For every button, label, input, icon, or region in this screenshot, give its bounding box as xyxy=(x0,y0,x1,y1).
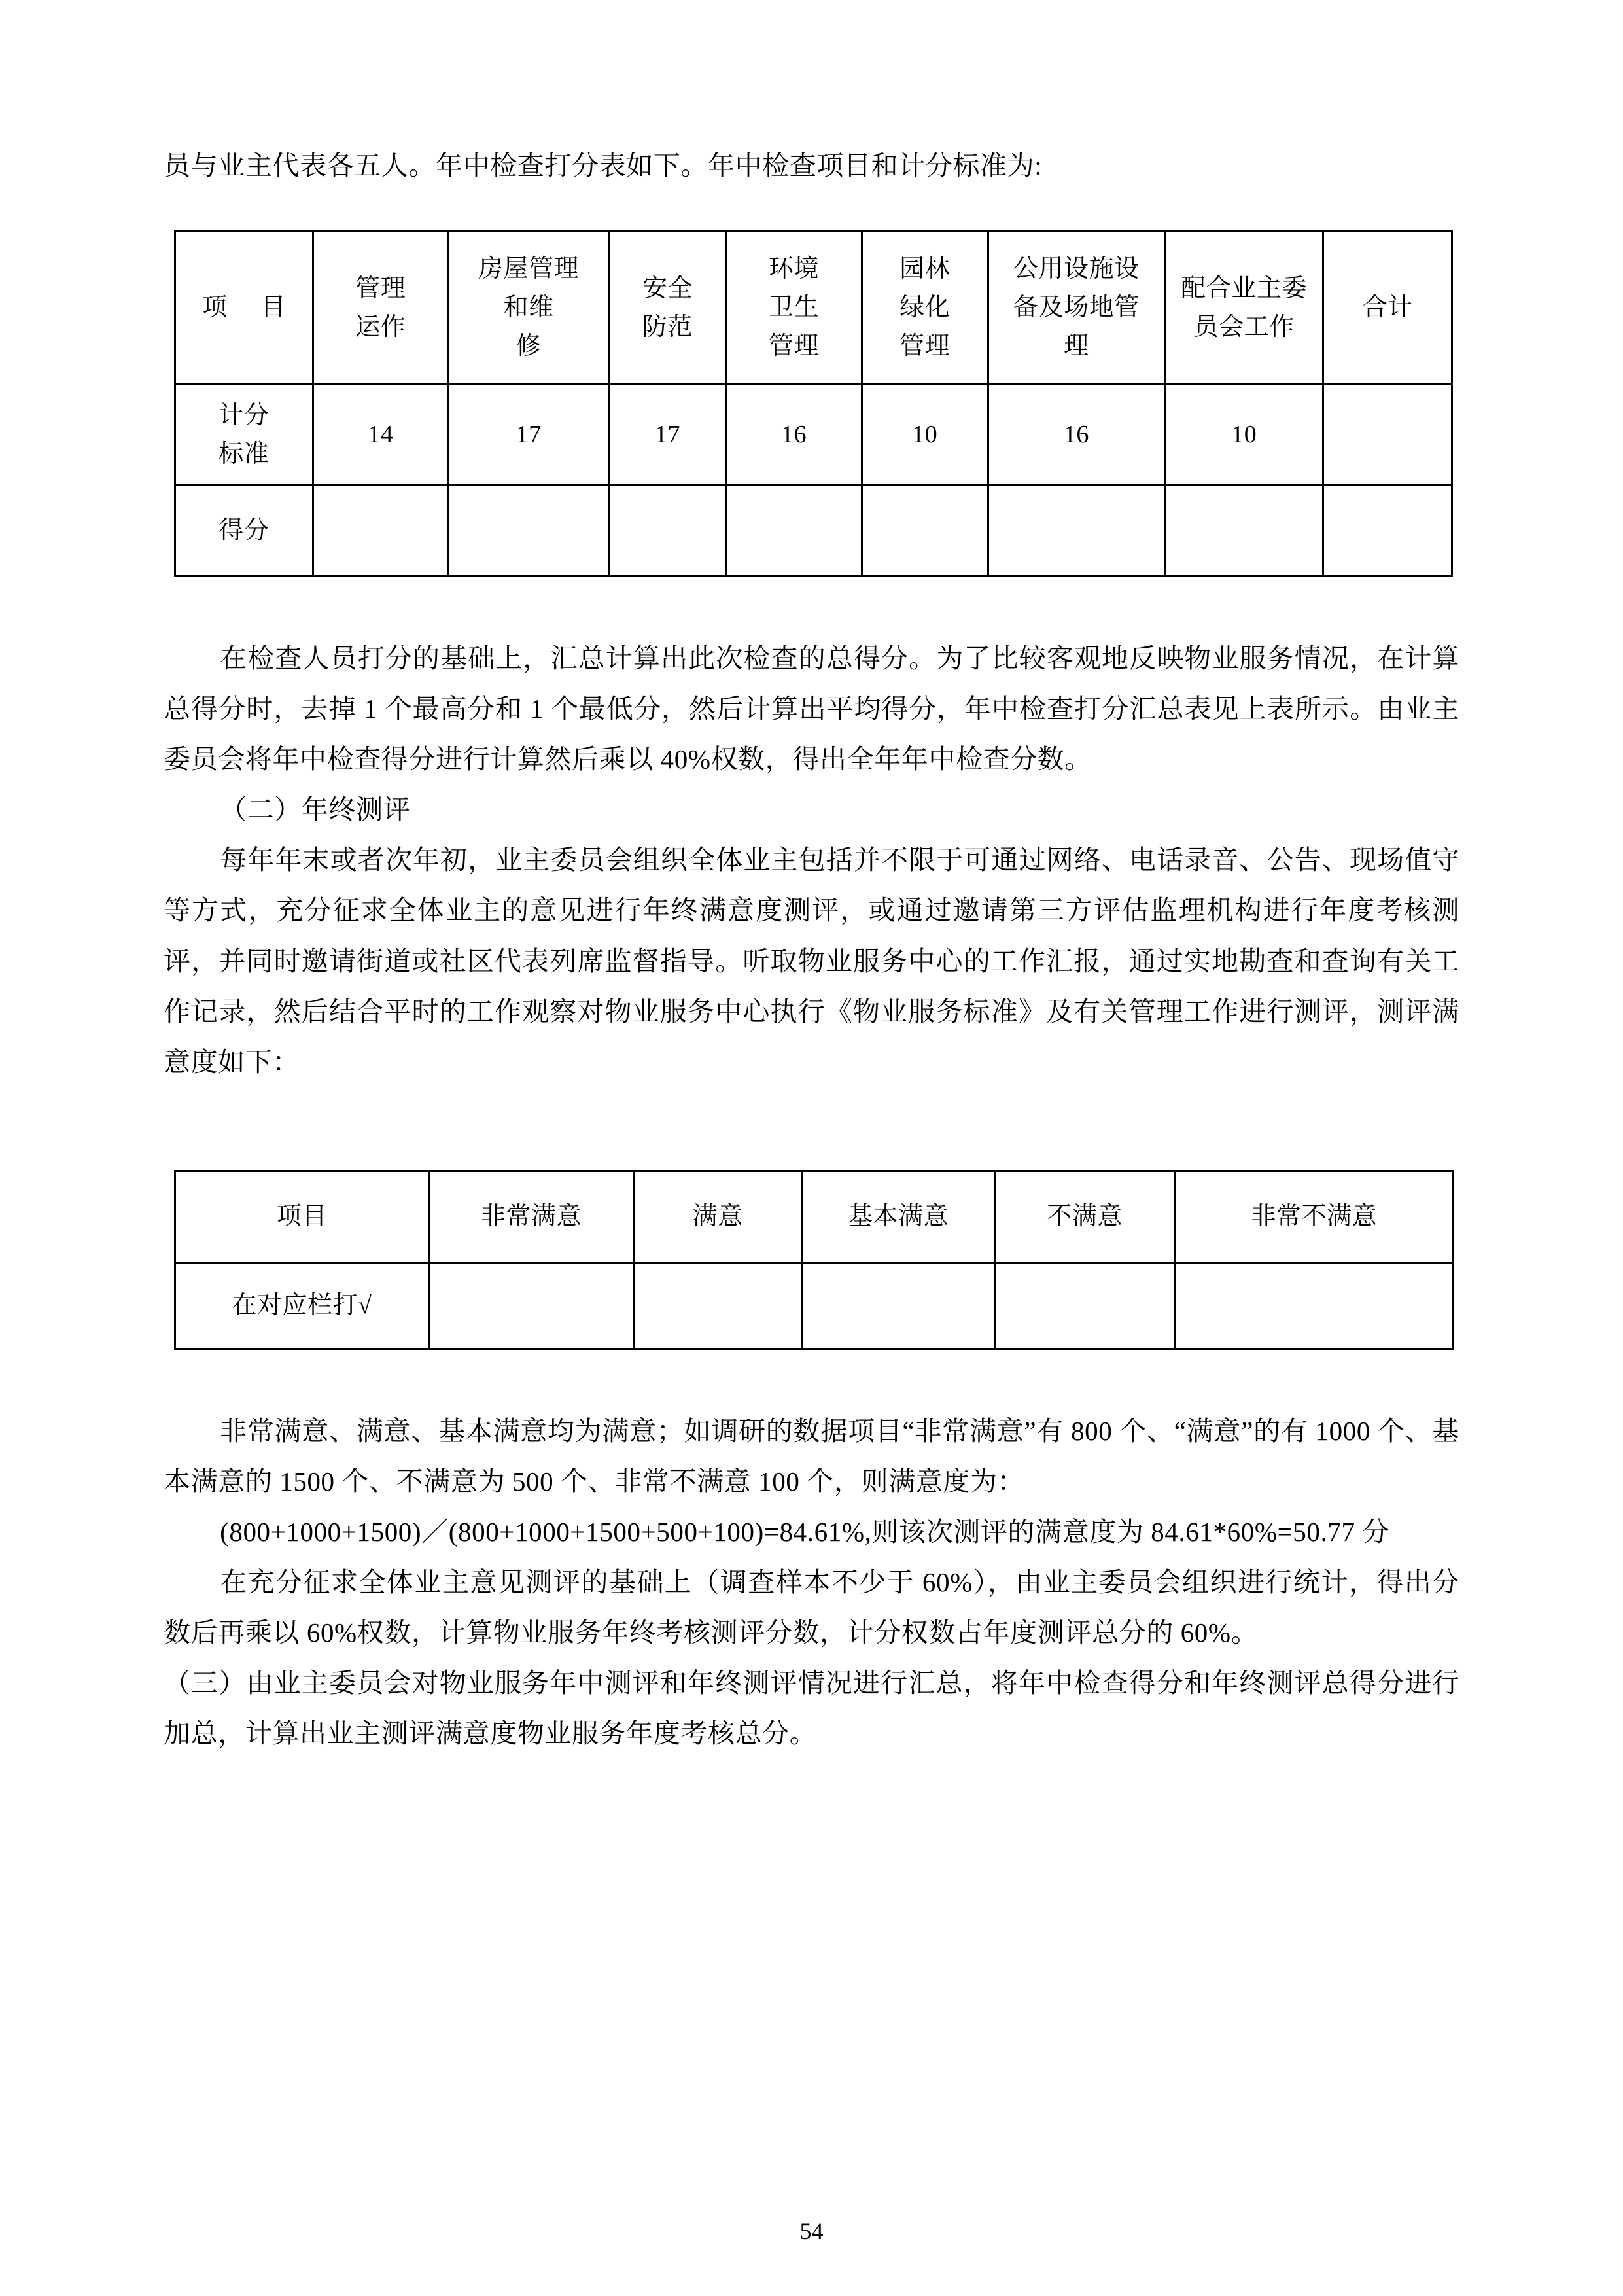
header-cell-committee-support xyxy=(1165,232,1323,385)
header-cell-item: 项目 xyxy=(175,1171,429,1263)
document-body xyxy=(164,141,1459,1759)
row-label-mark-instruction: 在对应栏打√ xyxy=(175,1263,429,1349)
cell-standard-landscaping: 10 xyxy=(862,385,988,486)
header-label-committee-l1: 配合业主委 xyxy=(1181,274,1308,302)
header-label-item: 项 目 xyxy=(202,294,300,322)
cell-score-facilities[interactable] xyxy=(988,486,1164,576)
header-cell-facilities xyxy=(988,232,1164,385)
cell-score-sanitation[interactable] xyxy=(726,486,862,576)
row-label-line2: 标准 xyxy=(218,440,270,468)
row-label-line1: 得分 xyxy=(218,516,270,544)
cell-score-management[interactable] xyxy=(313,486,448,576)
satisfaction-survey-table xyxy=(174,1170,1454,1350)
row-label-scoring-standard xyxy=(175,385,313,486)
header-cell-very-satisfied: 非常满意 xyxy=(428,1171,633,1263)
header-label-facilities-l3: 理 xyxy=(1064,332,1089,361)
cell-score-landscaping[interactable] xyxy=(862,486,988,576)
cell-score-housing[interactable] xyxy=(448,486,609,576)
header-label-landscaping-l2: 绿化 xyxy=(899,294,951,322)
intro-line: 员与业主代表各五人。年中检查打分表如下。年中检查项目和计分标准为: xyxy=(164,150,1043,181)
paragraph-section-three: （三）由业主委员会对物业服务年中测评和年终测评情况进行汇总，将年中检查得分和年终测评总得分进行加总，计算出业主测评满意度物业服务年度考核总分。 xyxy=(164,1668,1459,1749)
midyear-score-table xyxy=(174,230,1453,577)
spacer xyxy=(164,1350,1459,1406)
header-cell-sanitation xyxy=(726,232,862,385)
cell-score-committee[interactable] xyxy=(1165,486,1323,576)
table-header-row xyxy=(175,1171,1454,1263)
table-row xyxy=(175,385,1452,486)
header-label-management-l1: 管理 xyxy=(355,274,406,302)
header-label-facilities-l1: 公用设施设 xyxy=(1013,255,1140,283)
header-label-sanitation-l3: 管理 xyxy=(769,332,820,361)
header-cell-security xyxy=(609,232,726,385)
header-label-security-l1: 安全 xyxy=(642,274,693,302)
satisfaction-table-wrapper xyxy=(164,1170,1459,1350)
header-cell-dissatisfied: 不满意 xyxy=(994,1171,1175,1263)
checkbox-cell-dissatisfied[interactable] xyxy=(994,1263,1175,1349)
cell-standard-committee: 10 xyxy=(1165,385,1323,486)
cell-standard-facilities: 16 xyxy=(988,385,1164,486)
header-label-committee-l2: 员会工作 xyxy=(1193,313,1295,341)
cell-score-security[interactable] xyxy=(609,486,726,576)
header-label-landscaping-l3: 管理 xyxy=(899,332,951,361)
table-row xyxy=(175,1263,1454,1349)
header-label-housing-l3: 修 xyxy=(515,332,542,361)
table-row xyxy=(175,486,1452,576)
checkbox-cell-basically-satisfied[interactable] xyxy=(802,1263,995,1349)
header-label-management-l2: 运作 xyxy=(355,313,406,341)
section-heading-yearend: （二）年终测评 xyxy=(220,794,411,825)
page-number: 54 xyxy=(799,2218,824,2244)
cell-standard-management: 14 xyxy=(313,385,448,486)
table-header-row xyxy=(175,232,1452,385)
spacer xyxy=(164,191,1459,225)
header-label-facilities-l2: 备及场地管 xyxy=(1013,294,1140,322)
cell-standard-housing: 17 xyxy=(448,385,609,486)
score-table-wrapper xyxy=(164,230,1459,577)
header-label-security-l2: 防范 xyxy=(642,313,693,341)
header-label-total: 合计 xyxy=(1362,294,1413,322)
checkbox-cell-very-dissatisfied[interactable] xyxy=(1175,1263,1453,1349)
header-label-landscaping-l1: 园林 xyxy=(899,255,951,283)
header-label-sanitation-l2: 卫生 xyxy=(769,294,820,322)
spacer xyxy=(164,577,1459,633)
header-label-housing-l1: 房屋管理 xyxy=(478,255,580,283)
header-cell-very-dissatisfied: 非常不满意 xyxy=(1175,1171,1453,1263)
checkbox-cell-very-satisfied[interactable] xyxy=(428,1263,633,1349)
header-cell-item xyxy=(175,232,313,385)
header-cell-total xyxy=(1323,232,1452,385)
row-label-line1: 计分 xyxy=(218,401,270,429)
header-cell-management xyxy=(313,232,448,385)
cell-standard-total xyxy=(1323,385,1452,486)
header-cell-satisfied: 满意 xyxy=(634,1171,802,1263)
cell-score-total[interactable] xyxy=(1323,486,1452,576)
cell-standard-security: 17 xyxy=(609,385,726,486)
row-label-score xyxy=(175,486,313,576)
cell-standard-sanitation: 16 xyxy=(726,385,862,486)
paragraph-weighting: 在充分征求全体业主意见测评的基础上（调查样本不少于 60%），由业主委员会组织进行统计，得出分数后再乘以 60%权数，计算物业服务年终考核测评分数，计分权数占年度测评总分的 60%。 xyxy=(164,1567,1459,1648)
paragraph-formula: (800+1000+1500)／(800+1000+1500+500+100)=84.61%,则该次测评的满意度为 84.61*60%=50.77 分 xyxy=(220,1516,1389,1547)
paragraph-midyear-summary: 在检查人员打分的基础上，汇总计算出此次检查的总得分。为了比较客观地反映物业服务情况，在计算总得分时，去掉 1 个最高分和 1 个最低分，然后计算出平均得分，年中检查打分汇总表见上表所示。由业主委员会将年中检查得分进行计算然后乘以 40%权数，得出全年年中检查分数。 xyxy=(164,643,1459,775)
paragraph-example-intro: 非常满意、满意、基本满意均为满意；如调研的数据项目“非常满意”有 800 个、“满意”的有 1000 个、基本满意的 1500 个、不满意为 500 个、非常不满意 100 个，则满意度为： xyxy=(164,1415,1459,1496)
paragraph-yearend-description: 每年年末或者次年初，业主委员会组织全体业主包括并不限于可通过网络、电话录音、公告、现场值守等方式，充分征求全体业主的意见进行年终满意度测评，或通过邀请第三方评估监理机构进行年度考核测评，并同时邀请街道或社区代表列席监督指导。听取物业服务中心的工作汇报，通过实地勘查和查询有关工作记录，然后结合平时的工作观察对物业服务中心执行《物业服务标准》及有关管理工作进行测评，测评满意度如下： xyxy=(164,845,1459,1077)
header-cell-landscaping xyxy=(862,232,988,385)
header-cell-housing xyxy=(448,232,609,385)
spacer xyxy=(164,1087,1459,1166)
checkbox-cell-satisfied[interactable] xyxy=(634,1263,802,1349)
header-cell-basically-satisfied: 基本满意 xyxy=(802,1171,995,1263)
header-label-sanitation-l1: 环境 xyxy=(769,255,820,283)
header-label-housing-l2: 和维 xyxy=(503,294,554,322)
